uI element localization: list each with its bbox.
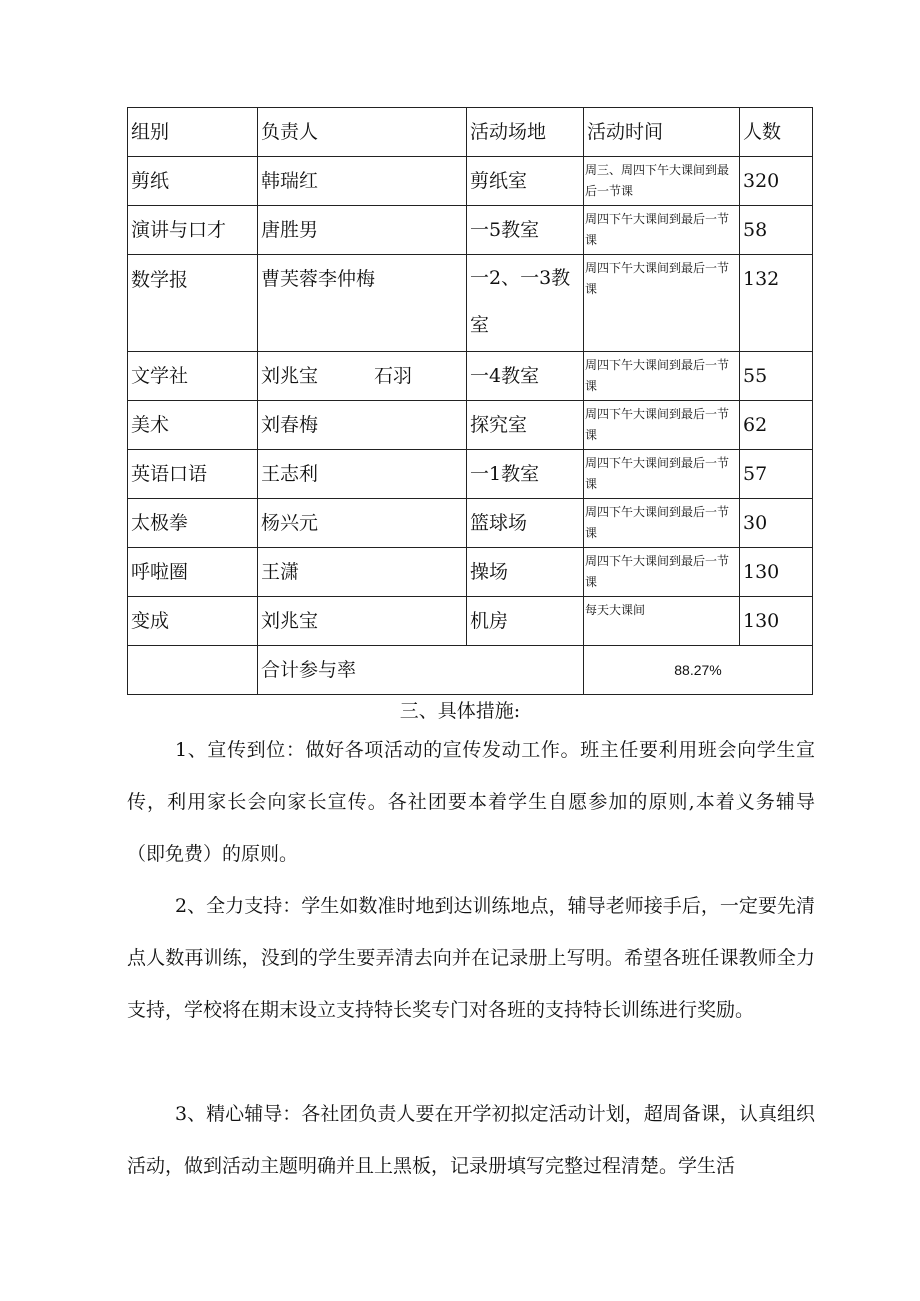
count-cell: 30	[740, 499, 813, 548]
time-cell: 周四下午大课间到最后一节课	[584, 401, 740, 450]
table-row	[128, 450, 813, 499]
count-cell: 62	[740, 401, 813, 450]
table-row	[128, 255, 813, 352]
leader-name-2: 石羽	[374, 365, 413, 387]
table-row	[128, 597, 813, 646]
leader-name: 刘兆宝	[261, 365, 319, 387]
table-row	[128, 548, 813, 597]
header-venue: 活动场地	[467, 108, 584, 157]
table-row	[128, 401, 813, 450]
section-title: 三、具体措施:	[399, 700, 521, 722]
header-time: 活动时间	[584, 108, 740, 157]
count-cell: 132	[740, 255, 813, 352]
group-cell: 呼啦圈	[128, 548, 258, 597]
time-cell: 周三、周四下午大课间到最后一节课	[584, 157, 740, 206]
count-cell: 130	[740, 597, 813, 646]
count-cell: 320	[740, 157, 813, 206]
time-cell: 周四下午大课间到最后一节课	[584, 206, 740, 255]
time-cell: 每天大课间	[584, 597, 740, 646]
group-cell: 太极拳	[128, 499, 258, 548]
venue-cell: 探究室	[467, 401, 584, 450]
leader-cell: 韩瑞红	[258, 157, 467, 206]
venue-cell: 一4教室	[467, 352, 584, 401]
group-cell: 演讲与口才	[128, 206, 258, 255]
group-cell: 英语口语	[128, 450, 258, 499]
table-row	[128, 352, 813, 401]
venue-cell: 一5教室	[467, 206, 584, 255]
table-header-row	[128, 108, 813, 157]
venue-cell: 剪纸室	[467, 157, 584, 206]
paragraph-support: 2、全力支持：学生如数准时地到达训练地点，辅导老师接手后，一定要先清点人数再训练，没到的学生要弄清去向并在记录册上写明。希望各班任课教师全力支持，学校将在期末设立支持特长奖专门对各班的支持特长训练进行奖励。	[127, 895, 815, 1021]
venue-cell: 一2、一3教室	[467, 255, 584, 352]
paragraph-guidance: 3、精心辅导：各社团负责人要在开学初拟定活动计划，超周备课，认真组织活动，做到活动主题明确并且上黑板，记录册填写完整过程清楚。学生活	[127, 1103, 815, 1177]
empty-cell	[128, 646, 258, 695]
table-row	[128, 499, 813, 548]
time-cell: 周四下午大课间到最后一节课	[584, 352, 740, 401]
table-total-row	[128, 646, 813, 695]
group-cell: 剪纸	[128, 157, 258, 206]
total-label: 合计参与率	[258, 646, 584, 695]
leader-cell: 曹芙蓉李仲梅	[258, 255, 467, 352]
total-rate: 88.27%	[584, 646, 813, 695]
count-cell: 57	[740, 450, 813, 499]
leader-cell: 王志利	[258, 450, 467, 499]
group-cell: 美术	[128, 401, 258, 450]
count-cell: 130	[740, 548, 813, 597]
time-cell: 周四下午大课间到最后一节课	[584, 548, 740, 597]
table-row	[128, 157, 813, 206]
venue-cell: 一1教室	[467, 450, 584, 499]
leader-cell: 杨兴元	[258, 499, 467, 548]
paragraph-publicity: 1、宣传到位：做好各项活动的宣传发动工作。班主任要利用班会向学生宣传，利用家长会向家长宣传。各社团要本着学生自愿参加的原则,本着义务辅导（即免费）的原则。	[127, 739, 815, 865]
count-cell: 55	[740, 352, 813, 401]
leader-cell: 刘兆宝	[258, 597, 467, 646]
group-cell: 文学社	[128, 352, 258, 401]
leader-cell: 刘春梅	[258, 401, 467, 450]
time-cell: 周四下午大课间到最后一节课	[584, 450, 740, 499]
table-row	[128, 206, 813, 255]
group-cell: 变成	[128, 597, 258, 646]
leader-cell	[258, 352, 467, 401]
venue-cell: 篮球场	[467, 499, 584, 548]
header-group: 组别	[128, 108, 258, 157]
group-cell: 数学报	[128, 255, 258, 352]
venue-cell: 机房	[467, 597, 584, 646]
header-count: 人数	[740, 108, 813, 157]
count-cell: 58	[740, 206, 813, 255]
club-activity-table	[127, 107, 813, 695]
venue-cell: 操场	[467, 548, 584, 597]
time-cell: 周四下午大课间到最后一节课	[584, 255, 740, 352]
leader-cell: 唐胜男	[258, 206, 467, 255]
header-leader: 负责人	[258, 108, 467, 157]
time-cell: 周四下午大课间到最后一节课	[584, 499, 740, 548]
leader-cell: 王潇	[258, 548, 467, 597]
